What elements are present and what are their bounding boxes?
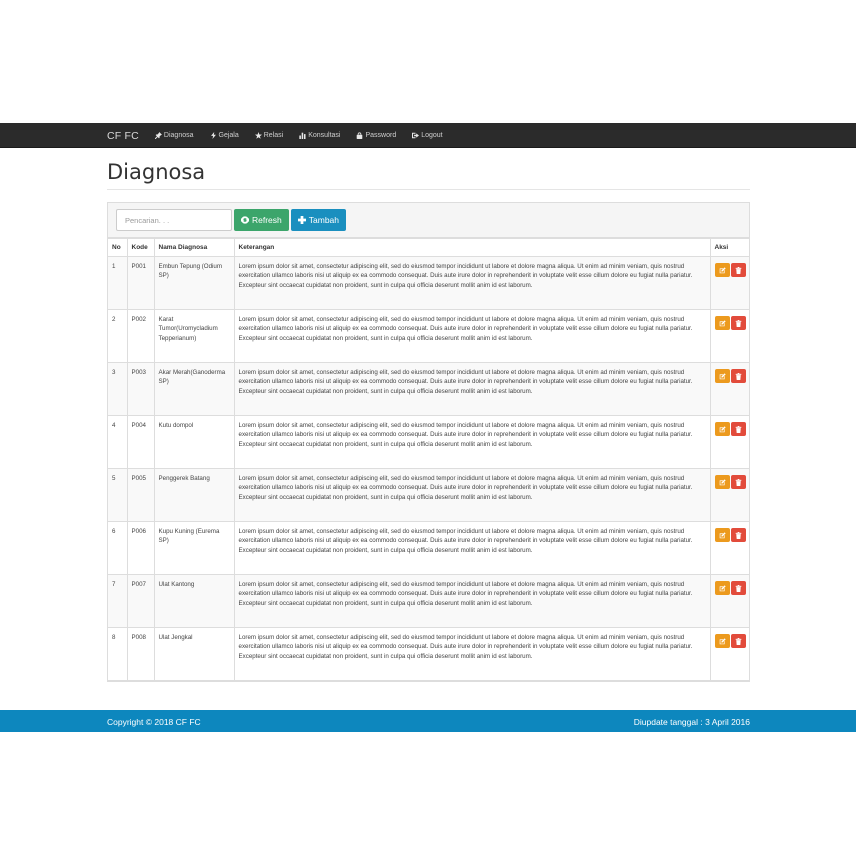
- trash-icon: [735, 373, 742, 380]
- edit-icon: [719, 426, 726, 433]
- table-row: [108, 310, 749, 363]
- panel-toolbar: [108, 203, 749, 238]
- nav-item-label: Konsultasi: [308, 132, 341, 139]
- nav-item-relasi[interactable]: [255, 132, 283, 139]
- nav-item-label: Relasi: [263, 132, 284, 139]
- cell-kode: P006: [127, 522, 154, 575]
- table-header-row: [108, 239, 749, 257]
- cell-kode: P002: [127, 310, 154, 363]
- cell-nama: Ulat Jengkal: [154, 628, 234, 681]
- add-label: Tambah: [308, 215, 340, 225]
- search-input[interactable]: [116, 209, 232, 231]
- cell-aksi: [710, 416, 749, 469]
- delete-button[interactable]: [731, 422, 746, 436]
- cell-keterangan: Lorem ipsum dolor sit amet, consectetur adipiscing elit, sed do eiusmod tempor incididunt ut labore et dolore magna aliqua. Ut enim ad minim veniam, quis nostrud exercitation ullamco laboris nisi ut aliquip ex ea commodo consequat. Duis aute irure dolor in reprehenderit in voluptate velit esse cillum dolore eu fugiat nulla pariatur. Excepteur sint occaecat cupidatat non proident, sunt in culpa qui officia deserunt mollit anim id est laborum.: [234, 469, 710, 522]
- table-row: [108, 416, 749, 469]
- delete-button[interactable]: [731, 263, 746, 277]
- header-keterangan: Keterangan: [234, 239, 710, 257]
- cell-no: 1: [108, 257, 127, 310]
- edit-button[interactable]: [715, 422, 730, 436]
- edit-icon: [719, 532, 726, 539]
- trash-icon: [735, 638, 742, 645]
- cell-aksi: [710, 469, 749, 522]
- edit-button[interactable]: [715, 369, 730, 383]
- cell-no: 4: [108, 416, 127, 469]
- footer-updated: Diupdate tanggal : 3 April 2016: [633, 717, 750, 727]
- cell-no: 6: [108, 522, 127, 575]
- trash-icon: [735, 479, 742, 486]
- cell-keterangan: Lorem ipsum dolor sit amet, consectetur adipiscing elit, sed do eiusmod tempor incididunt ut labore et dolore magna aliqua. Ut enim ad minim veniam, quis nostrud exercitation ullamco laboris nisi ut aliquip ex ea commodo consequat. Duis aute irure dolor in reprehenderit in voluptate velit esse cillum dolore eu fugiat nulla pariatur. Excepteur sint occaecat cupidatat non proident, sunt in culpa qui officia deserunt mollit anim id est laborum.: [234, 257, 710, 310]
- table-row: [108, 257, 749, 310]
- table-row: [108, 628, 749, 681]
- edit-icon: [719, 267, 726, 274]
- cell-aksi: [710, 310, 749, 363]
- cell-keterangan: Lorem ipsum dolor sit amet, consectetur adipiscing elit, sed do eiusmod tempor incididunt ut labore et dolore magna aliqua. Ut enim ad minim veniam, quis nostrud exercitation ullamco laboris nisi ut aliquip ex ea commodo consequat. Duis aute irure dolor in reprehenderit in voluptate velit esse cillum dolore eu fugiat nulla pariatur. Excepteur sint occaecat cupidatat non proident, sunt in culpa qui officia deserunt mollit anim id est laborum.: [234, 575, 710, 628]
- delete-button[interactable]: [731, 634, 746, 648]
- table-body: [108, 257, 749, 681]
- edit-button[interactable]: [715, 316, 730, 330]
- table-row: [108, 469, 749, 522]
- table-row: [108, 575, 749, 628]
- title-divider: [107, 189, 750, 190]
- cell-no: 7: [108, 575, 127, 628]
- delete-button[interactable]: [731, 528, 746, 542]
- cell-no: 3: [108, 363, 127, 416]
- cell-kode: P003: [127, 363, 154, 416]
- cell-no: 2: [108, 310, 127, 363]
- lock-icon: [356, 132, 363, 139]
- add-button[interactable]: [291, 209, 346, 231]
- cell-keterangan: Lorem ipsum dolor sit amet, consectetur adipiscing elit, sed do eiusmod tempor incididunt ut labore et dolore magna aliqua. Ut enim ad minim veniam, quis nostrud exercitation ullamco laboris nisi ut aliquip ex ea commodo consequat. Duis aute irure dolor in reprehenderit in voluptate velit esse cillum dolore eu fugiat nulla pariatur. Excepteur sint occaecat cupidatat non proident, sunt in culpa qui officia deserunt mollit anim id est laborum.: [234, 522, 710, 575]
- footer: [0, 710, 856, 732]
- edit-icon: [719, 638, 726, 645]
- cell-aksi: [710, 628, 749, 681]
- trash-icon: [735, 267, 742, 274]
- cell-nama: Karat Tumor(Uromycladium Tepperianum): [154, 310, 234, 363]
- lightning-icon: [210, 132, 217, 139]
- nav-item-label: Gejala: [218, 132, 239, 139]
- bar-chart-icon: [299, 132, 306, 139]
- star-icon: [255, 132, 262, 139]
- cell-kode: P008: [127, 628, 154, 681]
- page-title: Diagnosa: [107, 160, 206, 184]
- trash-icon: [735, 585, 742, 592]
- cell-kode: P001: [127, 257, 154, 310]
- nav-item-password[interactable]: [356, 132, 396, 139]
- refresh-button[interactable]: [234, 209, 289, 231]
- trash-icon: [735, 320, 742, 327]
- header-nama: Nama Diagnosa: [154, 239, 234, 257]
- nav-item-label: Password: [365, 132, 397, 139]
- cell-nama: Penggerek Batang: [154, 469, 234, 522]
- cell-nama: Akar Merah(Ganoderma SP): [154, 363, 234, 416]
- cell-nama: Embun Tepung (Odium SP): [154, 257, 234, 310]
- delete-button[interactable]: [731, 369, 746, 383]
- brand[interactable]: CF FC: [107, 129, 139, 142]
- cell-aksi: [710, 522, 749, 575]
- header-aksi: Aksi: [710, 239, 749, 257]
- delete-button[interactable]: [731, 316, 746, 330]
- nav-item-konsultasi[interactable]: [299, 132, 340, 139]
- trash-icon: [735, 426, 742, 433]
- cell-aksi: [710, 363, 749, 416]
- cell-keterangan: Lorem ipsum dolor sit amet, consectetur adipiscing elit, sed do eiusmod tempor incididunt ut labore et dolore magna aliqua. Ut enim ad minim veniam, quis nostrud exercitation ullamco laboris nisi ut aliquip ex ea commodo consequat. Duis aute irure dolor in reprehenderit in voluptate velit esse cillum dolore eu fugiat nulla pariatur. Excepteur sint occaecat cupidatat non proident, sunt in culpa qui officia deserunt mollit anim id est laborum.: [234, 628, 710, 681]
- edit-icon: [719, 479, 726, 486]
- edit-button[interactable]: [715, 581, 730, 595]
- table-row: [108, 363, 749, 416]
- delete-button[interactable]: [731, 581, 746, 595]
- nav-item-gejala[interactable]: [210, 132, 239, 139]
- cell-nama: Kupu Kuning (Eurema SP): [154, 522, 234, 575]
- delete-button[interactable]: [731, 475, 746, 489]
- pin-icon: [155, 132, 162, 139]
- cell-kode: P007: [127, 575, 154, 628]
- data-panel: [107, 202, 750, 682]
- cell-aksi: [710, 257, 749, 310]
- nav-item-logout[interactable]: [412, 132, 442, 139]
- refresh-label: Refresh: [252, 215, 282, 225]
- nav-item-diagnosa[interactable]: [155, 132, 194, 139]
- logout-icon: [412, 132, 419, 139]
- nav-item-label: Logout: [421, 132, 443, 139]
- cell-keterangan: Lorem ipsum dolor sit amet, consectetur adipiscing elit, sed do eiusmod tempor incididunt ut labore et dolore magna aliqua. Ut enim ad minim veniam, quis nostrud exercitation ullamco laboris nisi ut aliquip ex ea commodo consequat. Duis aute irure dolor in reprehenderit in voluptate velit esse cillum dolore eu fugiat nulla pariatur. Excepteur sint occaecat cupidatat non proident, sunt in culpa qui officia deserunt mollit anim id est laborum.: [234, 416, 710, 469]
- cell-no: 5: [108, 469, 127, 522]
- header-kode: Kode: [127, 239, 154, 257]
- cell-keterangan: Lorem ipsum dolor sit amet, consectetur adipiscing elit, sed do eiusmod tempor incididunt ut labore et dolore magna aliqua. Ut enim ad minim veniam, quis nostrud exercitation ullamco laboris nisi ut aliquip ex ea commodo consequat. Duis aute irure dolor in reprehenderit in voluptate velit esse cillum dolore eu fugiat nulla pariatur. Excepteur sint occaecat cupidatat non proident, sunt in culpa qui officia deserunt mollit anim id est laborum.: [234, 363, 710, 416]
- edit-button[interactable]: [715, 475, 730, 489]
- footer-copyright: Copyright © 2018 CF FC: [107, 717, 201, 727]
- trash-icon: [735, 532, 742, 539]
- plus-icon: [298, 216, 306, 224]
- cell-nama: Ulat Kantong: [154, 575, 234, 628]
- cell-kode: P005: [127, 469, 154, 522]
- cell-keterangan: Lorem ipsum dolor sit amet, consectetur adipiscing elit, sed do eiusmod tempor incididunt ut labore et dolore magna aliqua. Ut enim ad minim veniam, quis nostrud exercitation ullamco laboris nisi ut aliquip ex ea commodo consequat. Duis aute irure dolor in reprehenderit in voluptate velit esse cillum dolore eu fugiat nulla pariatur. Excepteur sint occaecat cupidatat non proident, sunt in culpa qui officia deserunt mollit anim id est laborum.: [234, 310, 710, 363]
- nav-item-label: Diagnosa: [163, 132, 194, 139]
- top-navbar: [0, 123, 856, 148]
- edit-icon: [719, 585, 726, 592]
- edit-button[interactable]: [715, 634, 730, 648]
- cell-nama: Kutu dompol: [154, 416, 234, 469]
- diagnosa-table: [108, 238, 749, 681]
- refresh-icon: [241, 216, 249, 224]
- cell-no: 8: [108, 628, 127, 681]
- table-row: [108, 522, 749, 575]
- edit-icon: [719, 373, 726, 380]
- edit-icon: [719, 320, 726, 327]
- edit-button[interactable]: [715, 263, 730, 277]
- cell-aksi: [710, 575, 749, 628]
- header-no: No: [108, 239, 127, 257]
- edit-button[interactable]: [715, 528, 730, 542]
- cell-kode: P004: [127, 416, 154, 469]
